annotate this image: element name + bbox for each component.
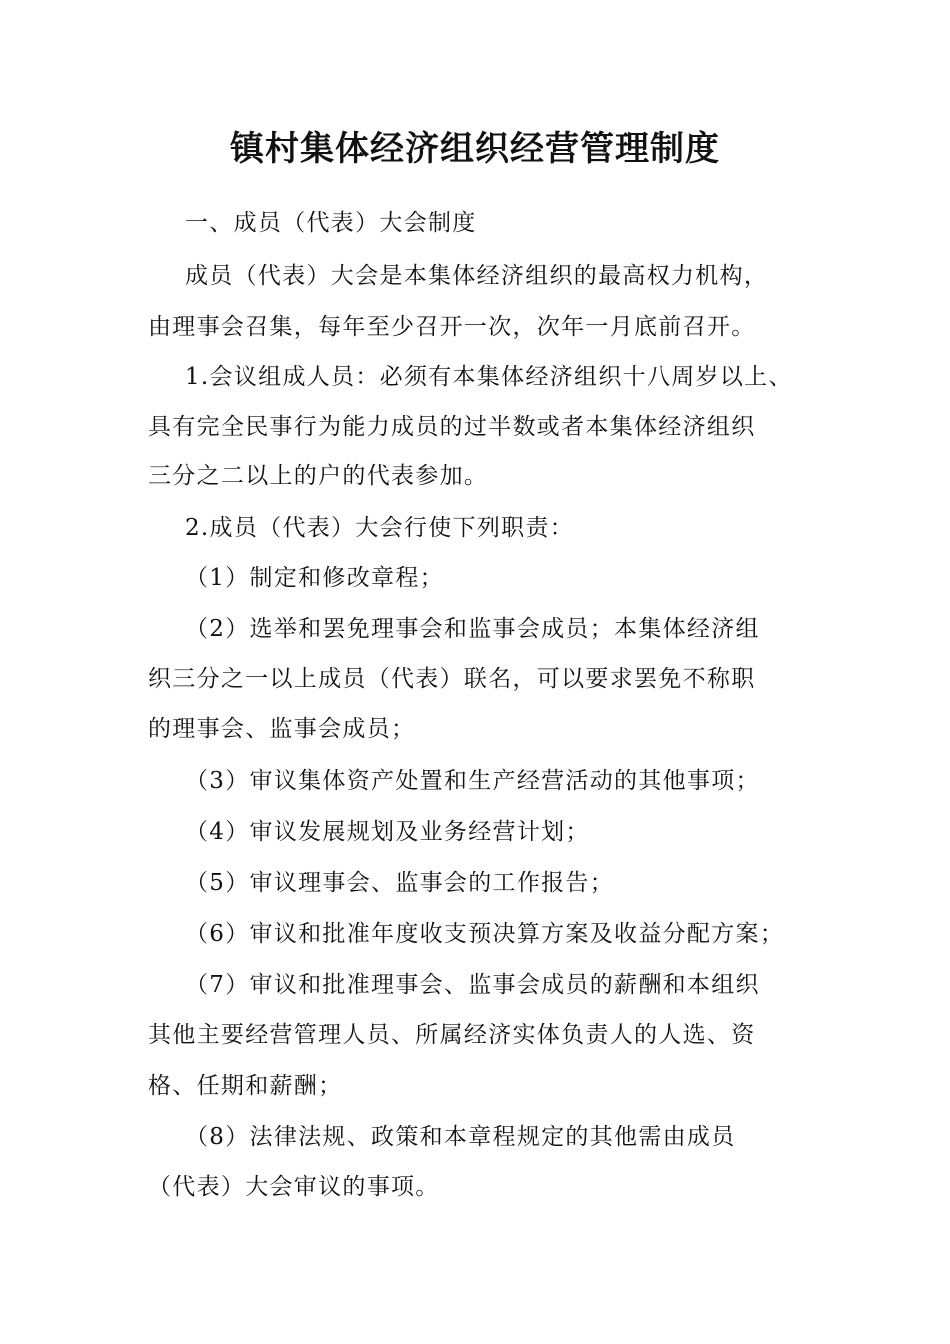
list-item-1: （1）制定和修改章程； (185, 565, 444, 591)
list-item-7-cont: 格、任期和薪酬； (148, 1073, 343, 1099)
list-item-2-cont: 织三分之一以上成员（代表）联名，可以要求罢免不称职 (148, 666, 756, 692)
list-item-8: （8）法律法规、政策和本章程规定的其他需由成员 (185, 1124, 736, 1150)
paragraph-line: 1.会议组成人员：必须有本集体经济组织十八周岁以上、 (185, 364, 793, 390)
document-title: 镇村集体经济组织经营管理制度 (230, 129, 720, 169)
list-item-3: （3）审议集体资产处置和生产经营活动的其他事项； (185, 768, 760, 794)
list-item-7-cont: 其他主要经营管理人员、所属经济实体负责人的人选、资 (148, 1022, 756, 1048)
list-item-8-cont: （代表）大会审议的事项。 (148, 1174, 440, 1200)
paragraph-line: 三分之二以上的户的代表参加。 (148, 463, 489, 489)
paragraph-line: 2.成员（代表）大会行使下列职责： (185, 515, 575, 541)
list-item-4: （4）审议发展规划及业务经营计划； (185, 819, 590, 845)
list-item-6: （6）审议和批准年度收支预决算方案及收益分配方案； (185, 921, 785, 947)
list-item-5: （5）审议理事会、监事会的工作报告； (185, 870, 615, 896)
list-item-7: （7）审议和批准理事会、监事会成员的薪酬和本组织 (185, 972, 760, 998)
list-item-2-cont: 的理事会、监事会成员； (148, 716, 416, 742)
section-heading-1: 一、成员（代表）大会制度 (185, 210, 477, 236)
paragraph-line: 由理事会召集，每年至少召开一次，次年一月底前召开。 (148, 314, 756, 340)
paragraph-line: 成员（代表）大会是本集体经济组织的最高权力机构， (185, 263, 769, 289)
paragraph-line: 具有完全民事行为能力成员的过半数或者本集体经济组织 (148, 414, 756, 440)
list-item-2: （2）选举和罢免理事会和监事会成员；本集体经济组 (185, 616, 760, 642)
